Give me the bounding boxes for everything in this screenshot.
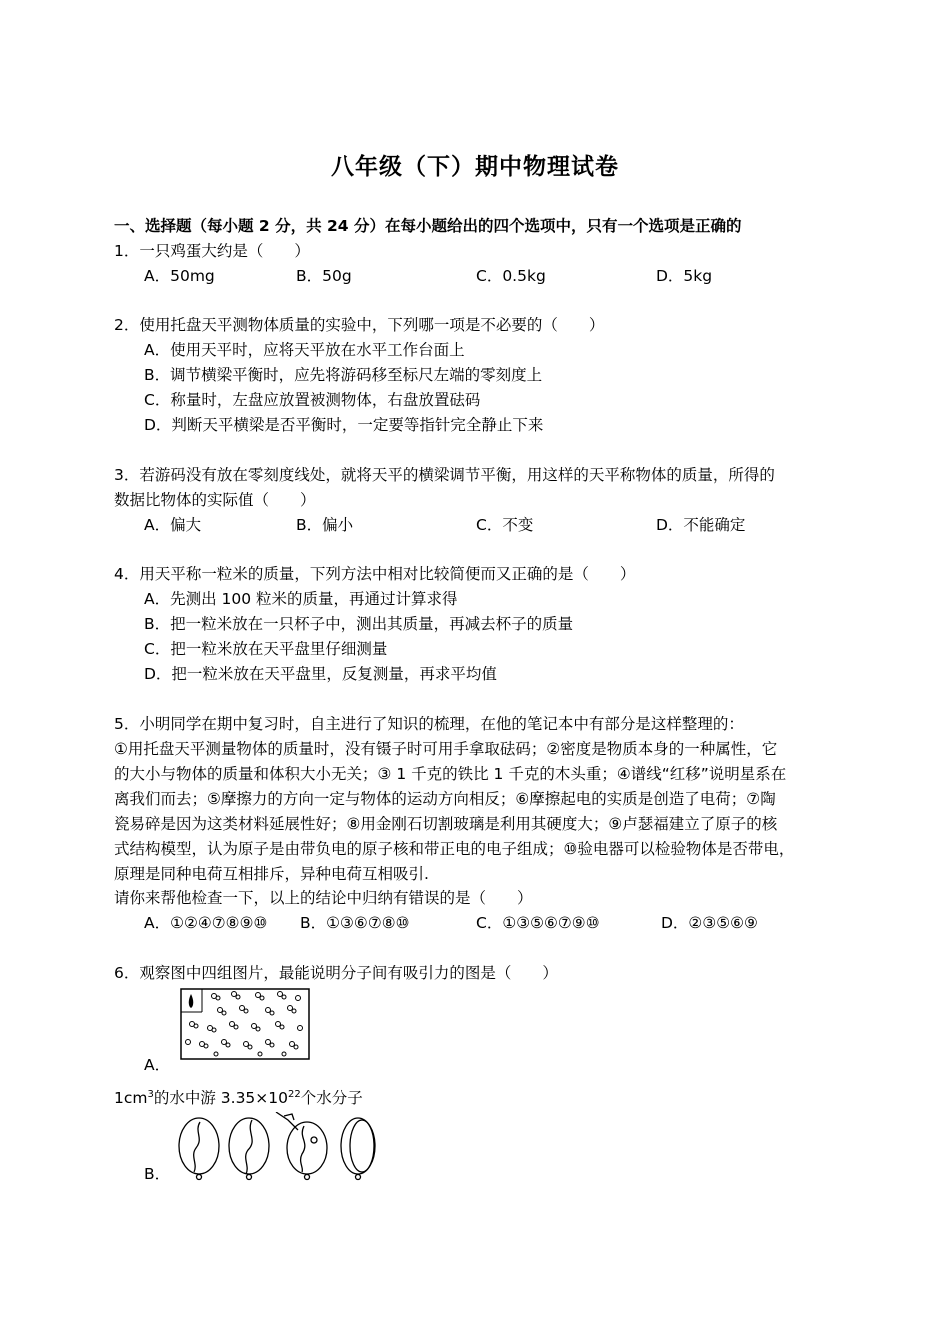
caption-sup-1: 3 — [147, 1088, 154, 1100]
caption-part-2: 的水中游 3.35×10 — [153, 1089, 289, 1107]
question-4-option-a[interactable]: A．先测出 100 粒米的质量，再通过计算求得 — [144, 590, 458, 608]
question-2-option-d[interactable]: D．判断天平横梁是否平衡时，一定要等指针完全静止下来 — [144, 416, 544, 434]
question-6-stem: 6．观察图中四组图片，最能说明分子间有吸引力的图是（ ） — [114, 964, 558, 982]
question-3-option-a[interactable]: A．偏大 — [144, 516, 202, 534]
balloon-4 — [341, 1118, 375, 1180]
balloon-1 — [179, 1118, 219, 1180]
question-5-option-c[interactable]: C．①③⑤⑥⑦⑨⑩ — [476, 914, 600, 932]
question-1-stem: 1．一只鸡蛋大约是（ ） — [114, 242, 310, 260]
question-1-option-b[interactable]: B．50g — [296, 267, 352, 285]
question-6-option-b[interactable]: B． — [144, 1165, 171, 1183]
question-4-option-c[interactable]: C．把一粒米放在天平盘里仔细测量 — [144, 640, 388, 658]
question-5-stem-line-5: 瓷易碎是因为这类材料延展性好；⑧用金刚石切割玻璃是利用其硬度大；⑨卢瑟福建立了原子的核 — [114, 815, 778, 833]
question-5-stem-line-3: 的大小与物体的质量和体积大小无关；③ 1 千克的铁比 1 千克的木头重；④谱线“红移”说明星系在 — [114, 765, 787, 783]
caption-part-1: 1cm — [114, 1089, 148, 1107]
question-5-stem-line-6: 式结构模型，认为原子是由带负电的原子核和带正电的电子组成；⑩验电器可以检验物体是否带电， — [114, 840, 795, 858]
question-3-option-b[interactable]: B．偏小 — [296, 516, 354, 534]
question-4-stem: 4．用天平称一粒米的质量，下列方法中相对比较简便而又正确的是（ ） — [114, 565, 636, 583]
figure-b-balloons — [176, 1112, 376, 1184]
question-6-figure-a-caption — [114, 1088, 363, 1108]
figure-a-frame — [181, 989, 309, 1059]
question-2-stem: 2．使用托盘天平测物体质量的实验中，下列哪一项是不必要的（ ） — [114, 316, 605, 334]
question-5-stem-line-7: 原理是同种电荷互相排斥，异种电荷互相吸引. — [114, 865, 429, 883]
question-3-option-d[interactable]: D．不能确定 — [656, 516, 746, 534]
question-1-option-a[interactable]: A．50mg — [144, 267, 215, 285]
caption-part-3: 个水分子 — [300, 1089, 363, 1107]
question-5-stem-line-4: 离我们而去；⑤摩擦力的方向一定与物体的运动方向相反；⑥摩擦起电的实质是创造了电荷；⑦陶 — [114, 790, 776, 808]
question-6-option-a[interactable]: A． — [144, 1056, 171, 1074]
caption-sup-2: 22 — [288, 1088, 301, 1100]
question-5-option-b[interactable]: B．①③⑥⑦⑧⑩ — [300, 914, 410, 932]
balloon-2 — [229, 1118, 269, 1180]
question-5-stem-line-2: ①用托盘天平测量物体的质量时，没有镊子时可用手拿取砝码；②密度是物质本身的一种属性，它 — [114, 740, 778, 758]
question-2-option-a[interactable]: A．使用天平时，应将天平放在水平工作台面上 — [144, 341, 465, 359]
question-3-option-c[interactable]: C．不变 — [476, 516, 534, 534]
question-2-option-c[interactable]: C．称量时，左盘应放置被测物体，右盘放置砝码 — [144, 391, 481, 409]
question-5-option-d[interactable]: D．②③⑤⑥⑨ — [661, 914, 758, 932]
question-3-stem-line-1: 3．若游码没有放在零刻度线处，就将天平的横梁调节平衡，用这样的天平称物体的质量，所得的 — [114, 466, 775, 484]
question-5-stem-line-8: 请你来帮他检查一下，以上的结论中归纳有错误的是（ ） — [114, 889, 533, 907]
question-3-stem-line-2: 数据比物体的实际值（ ） — [114, 491, 316, 509]
question-5-stem-line-1: 5．小明同学在期中复习时，自主进行了知识的梳理，在他的笔记本中有部分是这样整理的： — [114, 715, 744, 733]
page-title: 八年级（下）期中物理试卷 — [331, 154, 619, 180]
question-1-option-d[interactable]: D．5kg — [656, 267, 713, 285]
question-2-option-b[interactable]: B．调节横梁平衡时，应先将游码移至标尺左端的零刻度上 — [144, 366, 543, 384]
figure-a-water-molecules — [180, 988, 310, 1060]
balloon-3 — [276, 1112, 327, 1180]
question-4-option-b[interactable]: B．把一粒米放在一只杯子中，测出其质量，再减去杯子的质量 — [144, 615, 574, 633]
question-4-option-d[interactable]: D．把一粒米放在天平盘里，反复测量，再求平均值 — [144, 665, 497, 683]
question-5-option-a[interactable]: A．①②④⑦⑧⑨⑩ — [144, 914, 268, 932]
section-heading: 一、选择题（每小题 2 分，共 24 分）在每小题给出的四个选项中，只有一个选项是正确的 — [114, 217, 742, 235]
question-1-option-c[interactable]: C．0.5kg — [476, 267, 546, 285]
